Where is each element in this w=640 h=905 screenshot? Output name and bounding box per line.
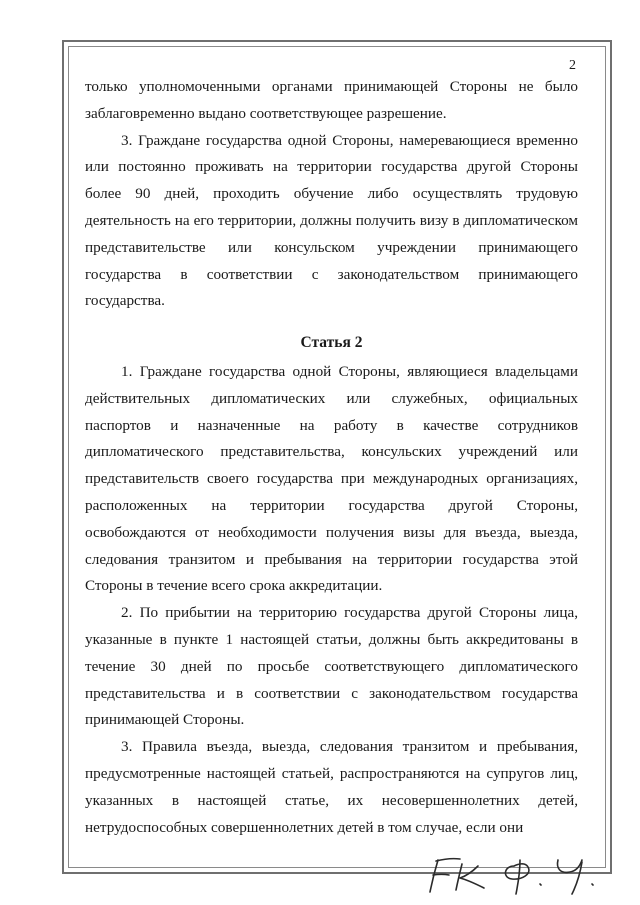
paragraph-article1-item3: 3. Граждане государства одной Стороны, намеревающиеся временно или постоянно проживать на территории государства другой Стороны более 90 дней, проходить обучение либо осуществлять трудовую деятельность на его территории, должны получить визу в дипломатическом представительстве или консульском учреждении принимающего государства в соответствии с законодательством принимающего государства. [85, 131, 578, 310]
article-heading: Статья 2 [300, 334, 363, 352]
signature-drawing [422, 848, 622, 898]
paragraph-continuation: только уполномоченными органами принимающей Стороны не было заблаговременно выдано соответствующее разрешение. [85, 78, 578, 122]
paragraph-article2-item3: 3. Правила въезда, выезда, следования транзитом и пребывания, предусмотренные настоящей статьей, распространяются на супругов лиц, указанных в настоящей статье, их несовершеннолетних детей, нетрудоспособных совершеннолетних детей в том случае, если они [85, 738, 578, 836]
spacer [85, 315, 578, 330]
paragraph-article2-item2: 2. По прибытии на территорию государства другой Стороны лица, указанные в пункте 1 настоящей статьи, должны быть аккредитованы в течение 30 дней по просьбе соответствующего дипломатического представительства и в соответствии с законодательством государства принимающей Стороны. [85, 604, 578, 729]
document-body [85, 74, 578, 841]
handwritten-initials [422, 848, 622, 898]
paragraph-article2-item1: 1. Граждане государства одной Стороны, являющиеся владельцами действительных дипломатических или служебных, официальных паспортов и назначенные на работу в качестве сотрудников дипломатического представительства, консульских учреждений или представительств своего государства при международных организациях, расположенных на территории государства другой Стороны, освобождаются от необходимости получения визы для въезда, выезда, следования транзитом и пребывания на территории государства этой Стороны в течение всего срока аккредитации. [85, 362, 578, 595]
page-number: 2 [569, 58, 576, 73]
